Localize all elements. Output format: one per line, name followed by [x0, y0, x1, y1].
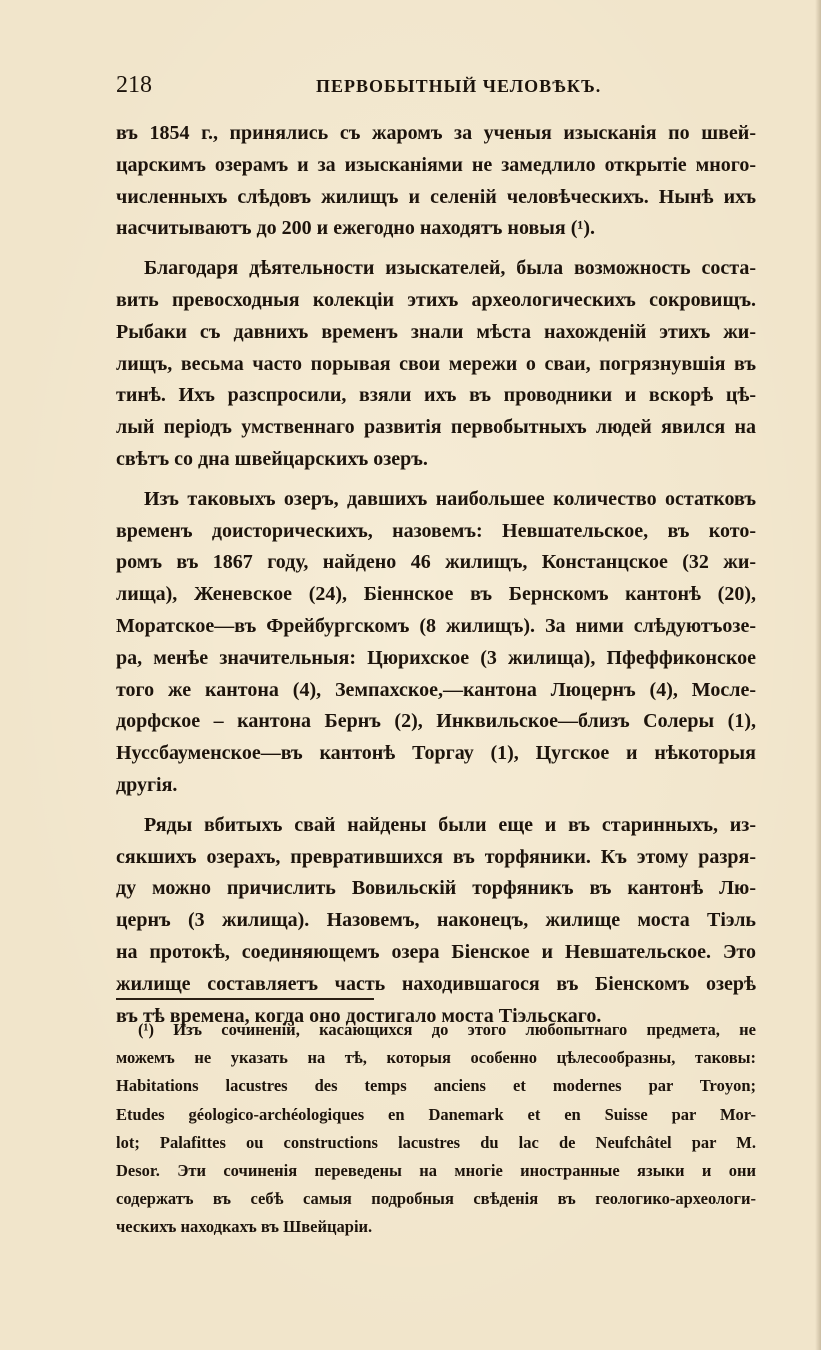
- page-number: 218: [116, 72, 152, 98]
- text-line: лища), Женевское (24), Біеннское въ Бернскомъ кантонѣ (20),: [116, 583, 756, 606]
- text-line: ду можно причислить Вовильскій торфяникъ въ кантонѣ Лю-: [116, 877, 756, 900]
- footnote-line: (¹) Изъ сочиненій, касающихся до этого любопытнаго предмета, не: [138, 1020, 756, 1039]
- text-line: сякшихъ озерахъ, превратившихся въ торфяники. Къ этому разря-: [116, 845, 756, 868]
- footnote-line: содержатъ въ себѣ самыя подробныя свѣденія въ геологико-археологи-: [116, 1189, 756, 1209]
- text-line: жилище составляетъ часть находившагося въ Біенскомъ озерѣ: [116, 972, 756, 995]
- footnote-line: lot; Palafittes ou constructions lacustres du lac de Neufchâtel par M.: [116, 1132, 756, 1152]
- footnote-line: Desor. Эти сочиненія переведены на многіе иностранные языки и они: [116, 1160, 756, 1180]
- text-line: въ 1854 г., принялись съ жаромъ за ученыя изысканія по швей-: [116, 122, 756, 144]
- text-line: Изъ таковыхъ озеръ, давшихъ наибольшее количество остатковъ: [144, 487, 756, 510]
- text-line: царскимъ озерамъ и за изысканіями не замедлило открытіе много-: [116, 153, 756, 176]
- text-line: свѣтъ со дна швейцарскихъ озеръ.: [116, 447, 428, 470]
- text-line: ра, менѣе значительныя: Цюрихское (3 жилища), Пфеффиконское: [116, 646, 756, 669]
- text-line: вить превосходныя колекціи этихъ археологическихъ сокровищъ.: [116, 288, 756, 311]
- running-title: ПЕРВОБЫТНЫЙ ЧЕЛОВѢКЪ.: [316, 76, 602, 96]
- text-line: дорфское – кантона Бернъ (2), Инквильское—близъ Солеры (1),: [116, 710, 756, 733]
- page-edge-shadow: [815, 0, 821, 1350]
- text-line: ромъ въ 1867 году, найдено 46 жилищъ, Констанцское (32 жи-: [116, 551, 756, 574]
- text-line: другія.: [116, 773, 178, 796]
- text-line: Благодаря дѣятельности изыскателей, была возможность соста-: [144, 257, 756, 280]
- paragraph-gap: [116, 476, 756, 484]
- text-line: того же кантона (4), Земпахское,—кантона Люцернъ (4), Мосле-: [116, 678, 756, 701]
- text-line: въ тѣ времена, когда оно достигало моста Тіэльскаго.: [116, 1004, 602, 1027]
- footnote: [116, 1016, 756, 1242]
- footnote-line: ческихъ находкахъ въ Швейцаріи.: [116, 1217, 373, 1237]
- text-line: насчитываютъ до 200 и ежегодно находятъ новыя (¹).: [116, 217, 596, 240]
- paragraph-gap: [116, 802, 756, 810]
- footnote-line: Etudes géologico-archéologiques en Danemark et en Suisse par Mor-: [116, 1104, 756, 1124]
- footnote-separator: [116, 998, 374, 1000]
- footnote-line: Habitations lacustres des temps anciens et modernes par Troyon;: [116, 1076, 756, 1096]
- text-line: лый періодъ умственнаго развитія первобытныхъ людей явился на: [116, 416, 756, 439]
- text-line: Рыбаки съ давнихъ временъ знали мѣста нахожденій этихъ жи-: [116, 320, 756, 343]
- text-line: на протокѣ, соединяющемъ озера Біенское и Невшательское. Это: [116, 940, 756, 963]
- text-line: временъ доисторическихъ, назовемъ: Невшательское, въ кото-: [116, 519, 756, 542]
- paragraph-gap: [116, 245, 756, 253]
- page-header: [116, 70, 756, 102]
- text-line: лищъ, весьма часто порывая свои мережи о сваи, погрязнувшія въ: [116, 352, 756, 375]
- main-text: [116, 118, 756, 1032]
- text-line: цернъ (3 жилища). Назовемъ, наконецъ, жилище моста Тіэль: [116, 909, 756, 932]
- text-line: численныхъ слѣдовъ жилищъ и селеній человѣческихъ. Нынѣ ихъ: [116, 185, 756, 208]
- footnote-line: можемъ не указать на тѣ, которыя особенно цѣлесообразны, таковы:: [116, 1048, 756, 1068]
- text-line: Ряды вбитыхъ свай найдены были еще и въ старинныхъ, из-: [144, 813, 756, 836]
- text-line: Нуссбауменское—въ кантонѣ Торгау (1), Цугское и нѣкоторыя: [116, 742, 756, 765]
- text-line: тинѣ. Ихъ разспросили, взяли ихъ въ проводники и вскорѣ цѣ-: [116, 384, 756, 407]
- text-line: Моратское—въ Фрейбургскомъ (8 жилищъ). За ними слѣдуютъозе-: [116, 614, 756, 637]
